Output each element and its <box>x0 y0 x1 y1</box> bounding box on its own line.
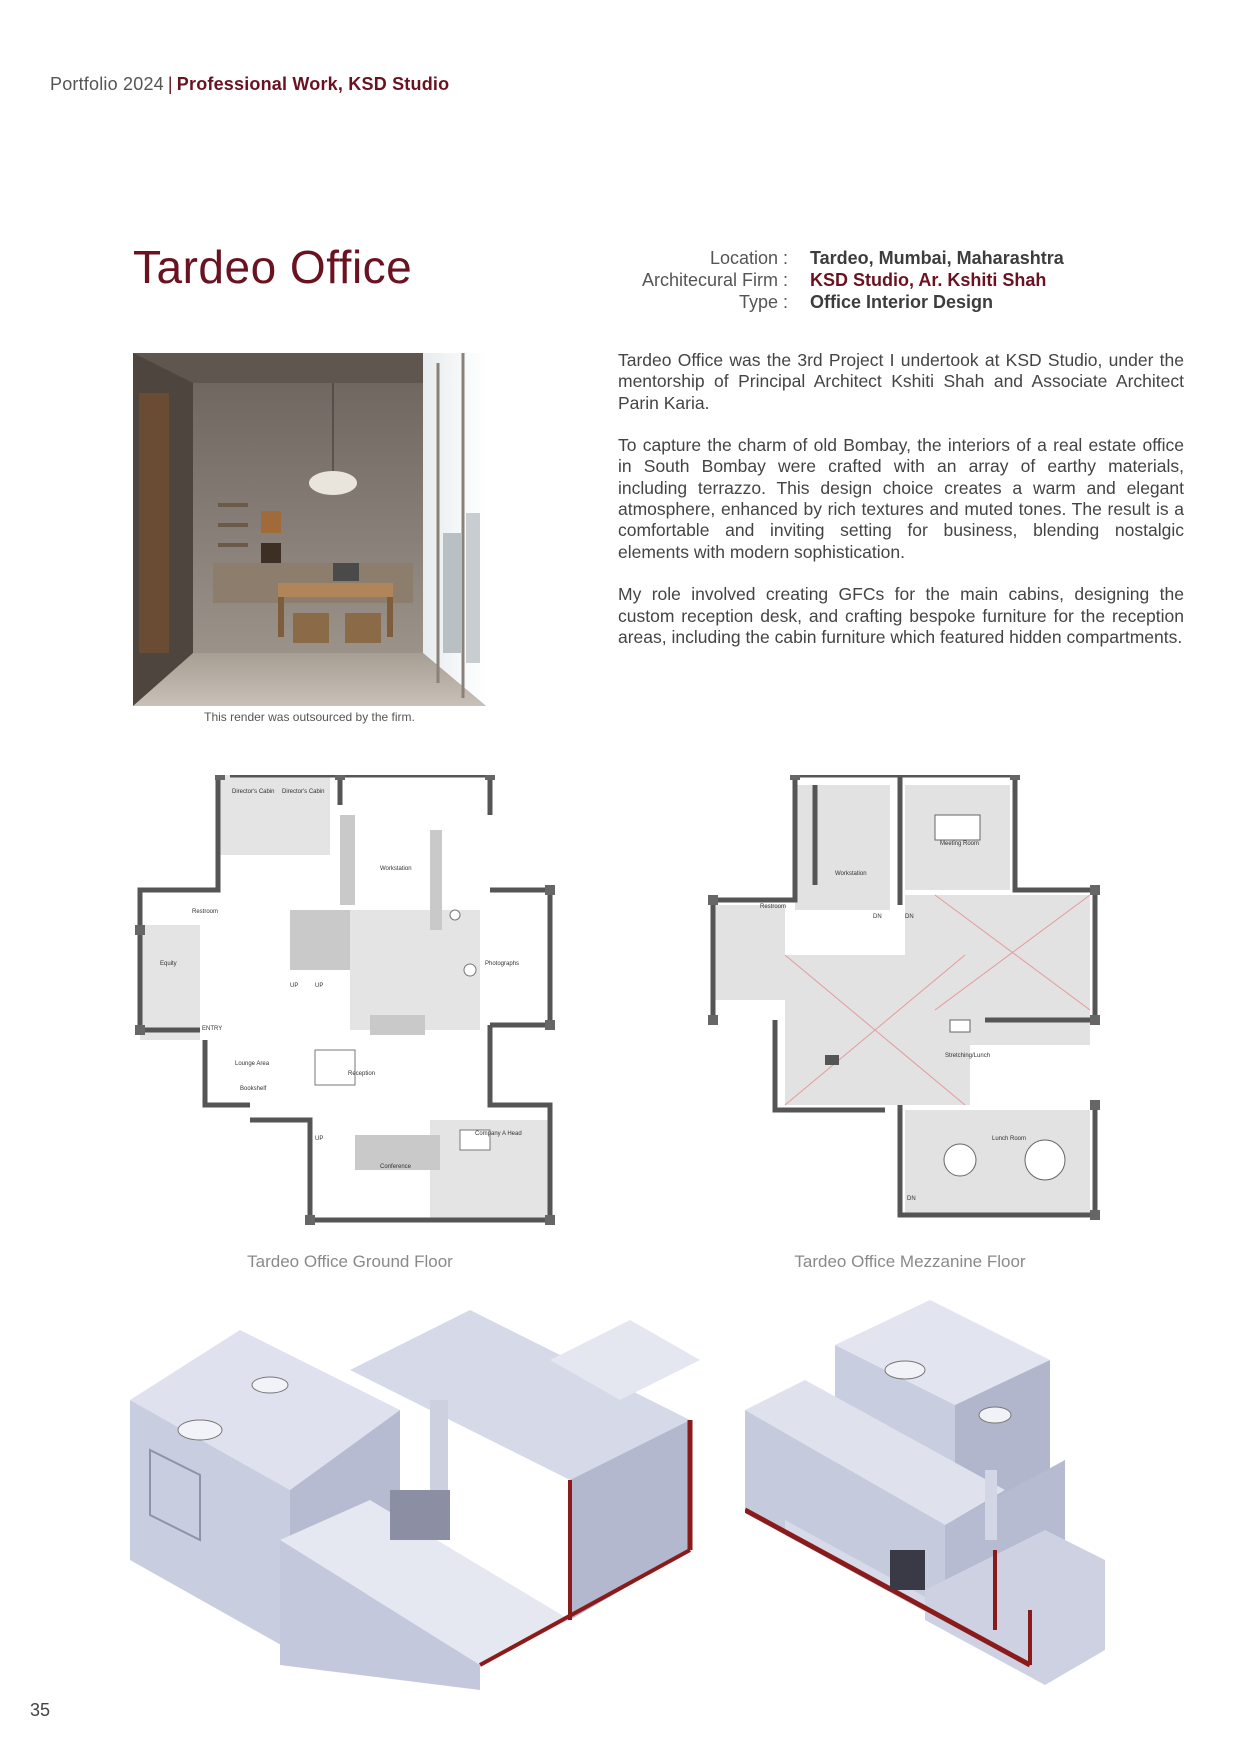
plan-label: UP <box>315 1136 324 1142</box>
page-number: 35 <box>30 1700 51 1720</box>
plan-label: Director's Cabin <box>282 789 325 795</box>
portfolio-label: Portfolio 2024 <box>50 74 164 94</box>
meta-value-firm: KSD Studio, Ar. Kshiti Shah <box>810 270 1047 290</box>
interior-render-image <box>133 353 486 706</box>
plan-label: ENTRY <box>202 1026 223 1032</box>
plan-label: DN <box>907 1196 916 1202</box>
meta-values <box>810 247 1064 313</box>
ground-floor-plan <box>130 775 560 1240</box>
plan-fixture <box>825 1055 839 1065</box>
page-header <box>50 74 449 95</box>
mezzanine-floor-plan <box>695 775 1115 1240</box>
plan-label: DN <box>873 914 882 920</box>
section-label: Professional Work, KSD Studio <box>176 74 450 94</box>
mezzanine-floor-caption: Tardeo Office Mezzanine Floor <box>794 1252 1026 1271</box>
project-title: Tardeo Office <box>133 241 413 293</box>
ground-floor-isometric <box>130 1290 710 1695</box>
ground-floor-drawing <box>130 775 560 1235</box>
meta-key-location: Location : <box>709 248 788 268</box>
plan-label: Meeting Room <box>940 841 980 847</box>
project-description <box>618 350 1184 669</box>
plan-label: Stretching/Lunch <box>945 1053 991 1059</box>
plan-label: Photographs <box>485 961 520 967</box>
plan-label: Conference <box>380 1164 412 1170</box>
description-paragraph: To capture the charm of old Bombay, the interiors of a real estate office in South Bombay were crafted with an array of earthy materials, including terrazzo. This design choice creates a warm and elegant atmosphere, enhanced by rich textures and muted tones. The result is a comfortable and inviting setting for business, blending nostalgic elements with modern sophistication. <box>618 435 1184 562</box>
plan-label: Reception <box>348 1071 376 1077</box>
header-separator: | <box>167 74 173 94</box>
mezzanine-floor-drawing <box>695 775 1115 1235</box>
plan-label: UP <box>290 983 299 989</box>
plan-label: Director's Cabin <box>232 789 275 795</box>
meta-keys <box>560 247 788 313</box>
mezzanine-floor-isometric <box>745 1290 1110 1715</box>
plan-label: Workstation <box>835 871 867 877</box>
plan-label: DN <box>905 914 914 920</box>
plan-label: Bookshelf <box>240 1086 267 1092</box>
ground-floor-caption: Tardeo Office Ground Floor <box>247 1252 453 1271</box>
render-illustration <box>133 353 486 706</box>
meta-value-location: Tardeo, Mumbai, Maharashtra <box>810 248 1064 268</box>
meta-key-type: Type : <box>738 292 788 312</box>
plan-label: Restroom <box>192 909 219 915</box>
mezzanine-isometric-drawing <box>745 1290 1110 1710</box>
ground-isometric-drawing <box>130 1290 710 1690</box>
plan-label: Equity <box>160 961 177 967</box>
meta-key-firm: Architecural Firm : <box>641 270 788 290</box>
plan-label: Workstation <box>380 866 412 872</box>
description-paragraph: My role involved creating GFCs for the main cabins, designing the custom reception desk, and crafting bespoke furniture for the reception areas, including the cabin furniture which featured hidden compartments. <box>618 584 1184 647</box>
plan-label: UP <box>315 983 324 989</box>
plan-label: Lunch Room <box>992 1136 1027 1142</box>
plan-label: Lounge Area <box>235 1061 270 1067</box>
render-caption: This render was outsourced by the firm. <box>204 710 415 724</box>
plan-label: Restroom <box>760 904 787 910</box>
description-paragraph: Tardeo Office was the 3rd Project I undertook at KSD Studio, under the mentorship of Principal Architect Kshiti Shah and Associate Architect Parin Karia. <box>618 350 1184 413</box>
plan-label: Company A Head <box>475 1131 522 1137</box>
meta-value-type: Office Interior Design <box>810 292 994 312</box>
